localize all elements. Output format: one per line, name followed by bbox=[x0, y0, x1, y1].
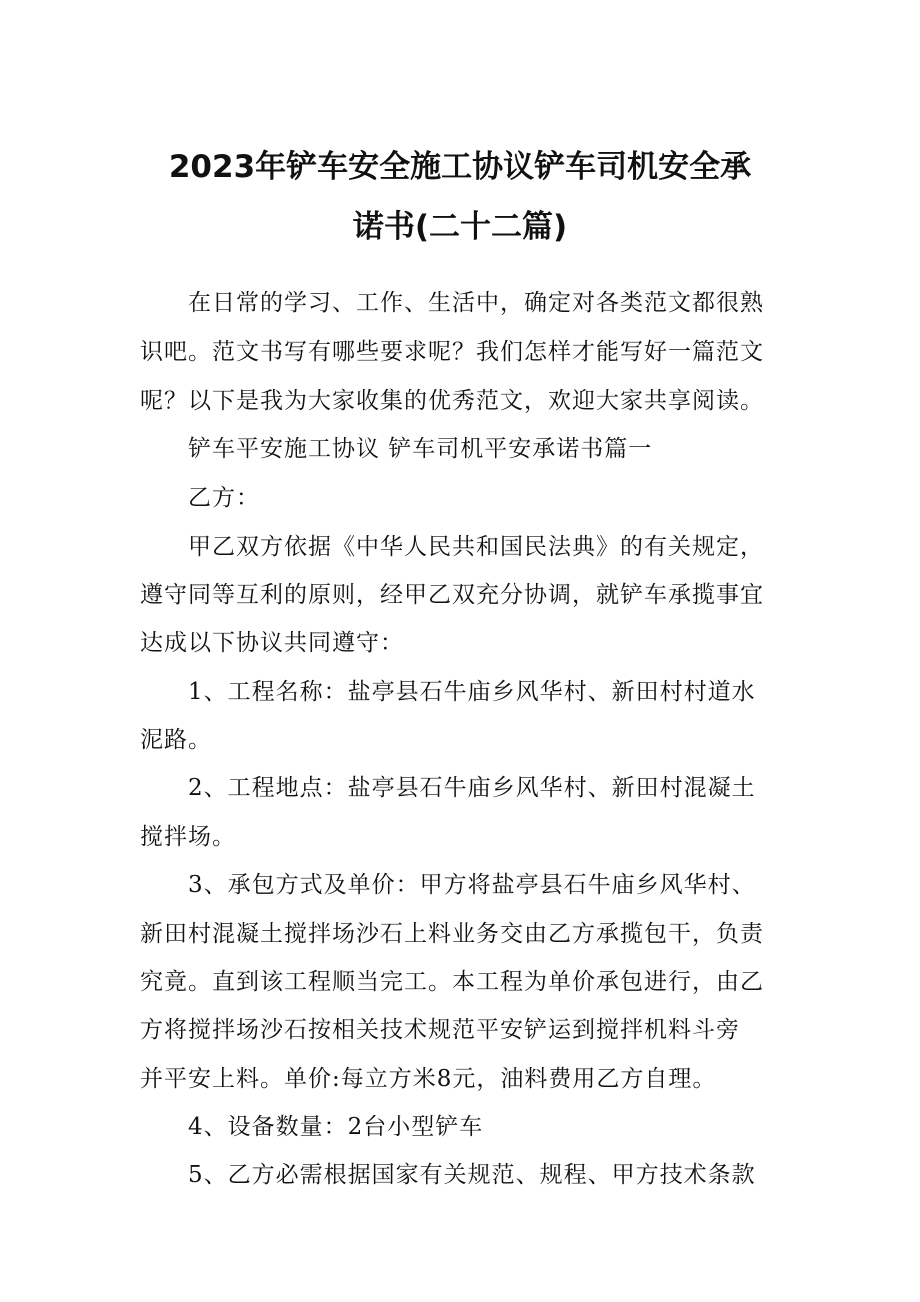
intro-paragraph-line: 呢？以下是我为大家收集的优秀范文，欢迎大家共享阅读。 bbox=[140, 388, 764, 414]
clause-4-line: 4、设备数量：2台小型铲车 bbox=[188, 1114, 484, 1140]
clause-3-line: 方将搅拌场沙石按相关技术规范平安铲运到搅拌机料斗旁 bbox=[140, 1017, 740, 1043]
section-heading: 铲车平安施工协议 铲车司机平安承诺书篇一 bbox=[188, 436, 653, 462]
document-title-line-1: 2023年铲车安全施工协议铲车司机安全承 bbox=[168, 149, 752, 185]
clause-1-line: 泥路。 bbox=[140, 727, 212, 753]
clause-3-line: 并平安上料。单价:每立方米8元，油料费用乙方自理。 bbox=[140, 1066, 717, 1092]
clause-3-line: 究竟。直到该工程顺当完工。本工程为单价承包进行，由乙 bbox=[140, 969, 764, 995]
clause-5-line: 5、乙方必需根据国家有关规范、规程、甲方技术条款 bbox=[188, 1162, 756, 1188]
agreement-paragraph-line: 达成以下协议共同遵守： bbox=[140, 630, 404, 656]
agreement-paragraph-line: 遵守同等互利的原则，经甲乙双充分协调，就铲车承揽事宜 bbox=[140, 582, 764, 608]
clause-3-line: 新田村混凝土搅拌场沙石上料业务交由乙方承揽包干，负责 bbox=[140, 921, 764, 947]
clause-2-line: 搅拌场。 bbox=[140, 824, 236, 850]
party-b-label: 乙方： bbox=[188, 485, 260, 511]
agreement-paragraph-line: 甲乙双方依据《中华人民共和国民法典》的有关规定， bbox=[188, 534, 764, 560]
clause-1-line: 1、工程名称：盐亭县石牛庙乡风华村、新田村村道水 bbox=[188, 679, 756, 705]
document-title-line-2: 诺书(二十二篇) bbox=[352, 209, 568, 245]
intro-paragraph-line: 识吧。范文书写有哪些要求呢？我们怎样才能写好一篇范文 bbox=[140, 339, 764, 365]
intro-paragraph-line: 在日常的学习、工作、生活中，确定对各类范文都很熟 bbox=[188, 290, 764, 316]
clause-3-line: 3、承包方式及单价：甲方将盐亭县石牛庙乡风华村、 bbox=[188, 872, 756, 898]
clause-2-line: 2、工程地点：盐亭县石牛庙乡风华村、新田村混凝土 bbox=[188, 775, 756, 801]
